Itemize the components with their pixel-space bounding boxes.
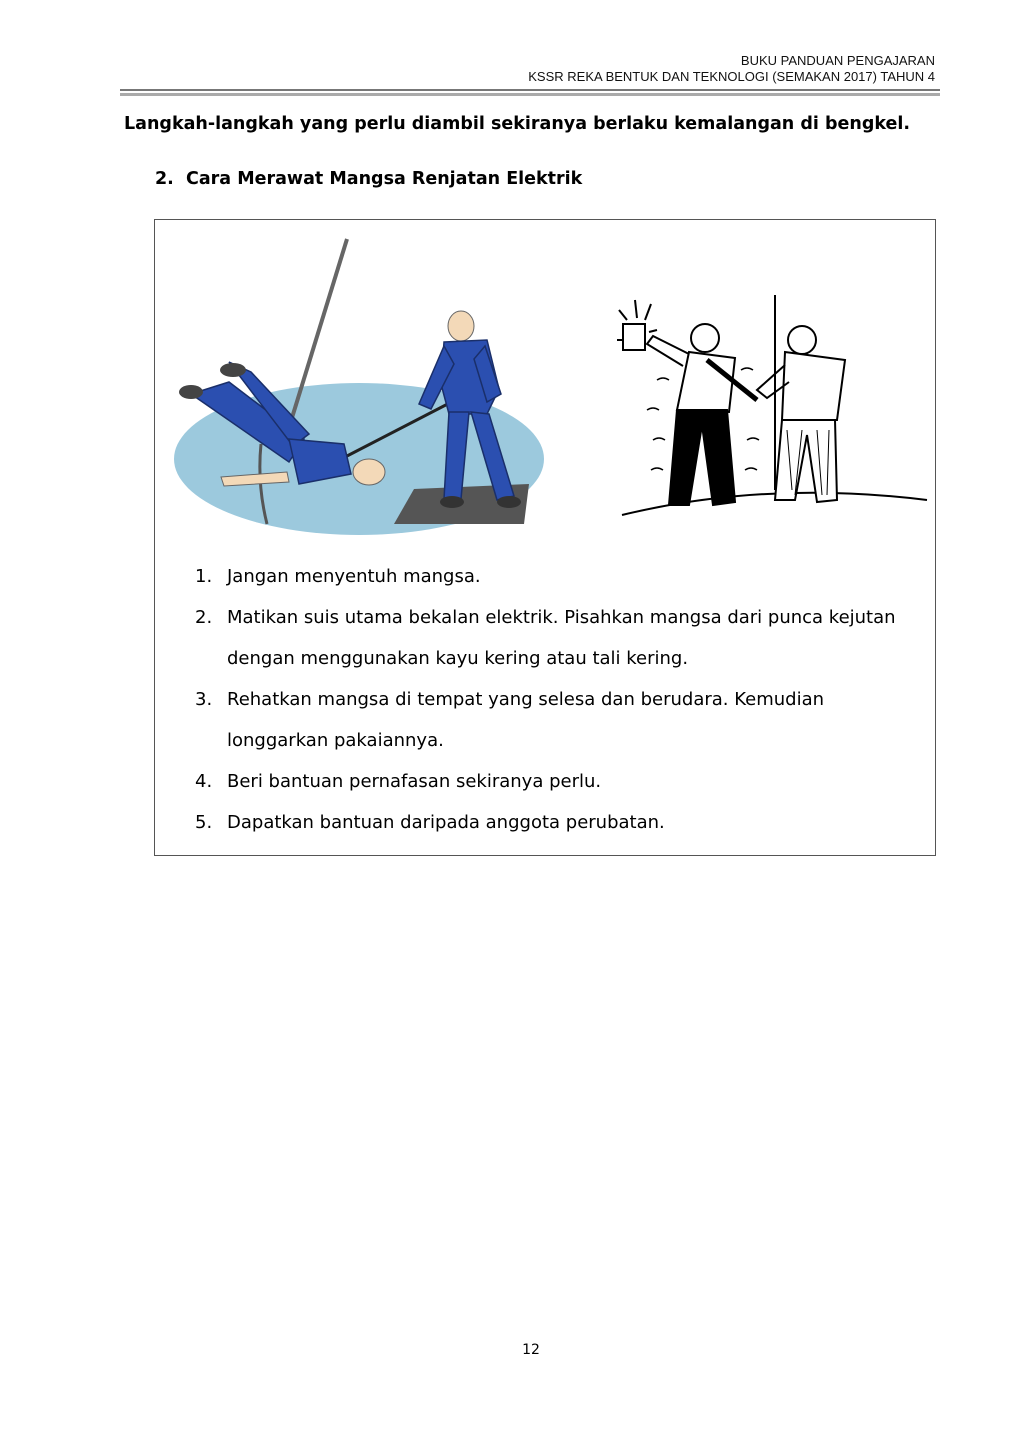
- step-number: 2.: [195, 607, 213, 628]
- section-title-text: Cara Merawat Mangsa Renjatan Elektrik: [186, 169, 583, 189]
- list-item: [195, 556, 915, 597]
- step-text: Beri bantuan pernafasan sekiranya perlu.: [227, 771, 602, 792]
- header-rule-bottom: [120, 93, 940, 96]
- step-text: Matikan suis utama bekalan elektrik. Pisahkan mangsa dari punca kejutan dengan menggunakan kayu kering atau tali kering.: [227, 607, 896, 669]
- illustration-pull-from-switch: [617, 290, 932, 530]
- step-number: 4.: [195, 771, 213, 792]
- page-number: 12: [522, 1342, 540, 1358]
- step-text: Rehatkan mangsa di tempat yang selesa dan berudara. Kemudian longgarkan pakaiannya.: [227, 689, 825, 751]
- header-line-2: KSSR REKA BENTUK DAN TEKNOLOGI (SEMAKAN 2017) TAHUN 4: [528, 69, 935, 84]
- header-rule-top: [120, 89, 940, 91]
- content-box: [154, 219, 936, 856]
- step-text: Dapatkan bantuan daripada anggota perubatan.: [227, 812, 665, 833]
- steps-list: [195, 556, 915, 843]
- main-heading: Langkah-langkah yang perlu diambil sekiranya berlaku kemalangan di bengkel.: [124, 114, 911, 134]
- step-number: 5.: [195, 812, 213, 833]
- running-header: [528, 53, 935, 85]
- section-title: [155, 169, 582, 189]
- illustration-rescue-with-rope: [169, 234, 549, 539]
- step-number: 1.: [195, 566, 213, 587]
- step-number: 3.: [195, 689, 213, 710]
- list-item: [195, 802, 915, 843]
- step-text: Jangan menyentuh mangsa.: [227, 566, 481, 587]
- list-item: [195, 679, 915, 761]
- list-item: [195, 597, 915, 679]
- electric-switch: [623, 324, 645, 350]
- list-item: [195, 761, 915, 802]
- section-number: 2.: [155, 169, 174, 189]
- header-line-1: BUKU PANDUAN PENGAJARAN: [740, 53, 935, 68]
